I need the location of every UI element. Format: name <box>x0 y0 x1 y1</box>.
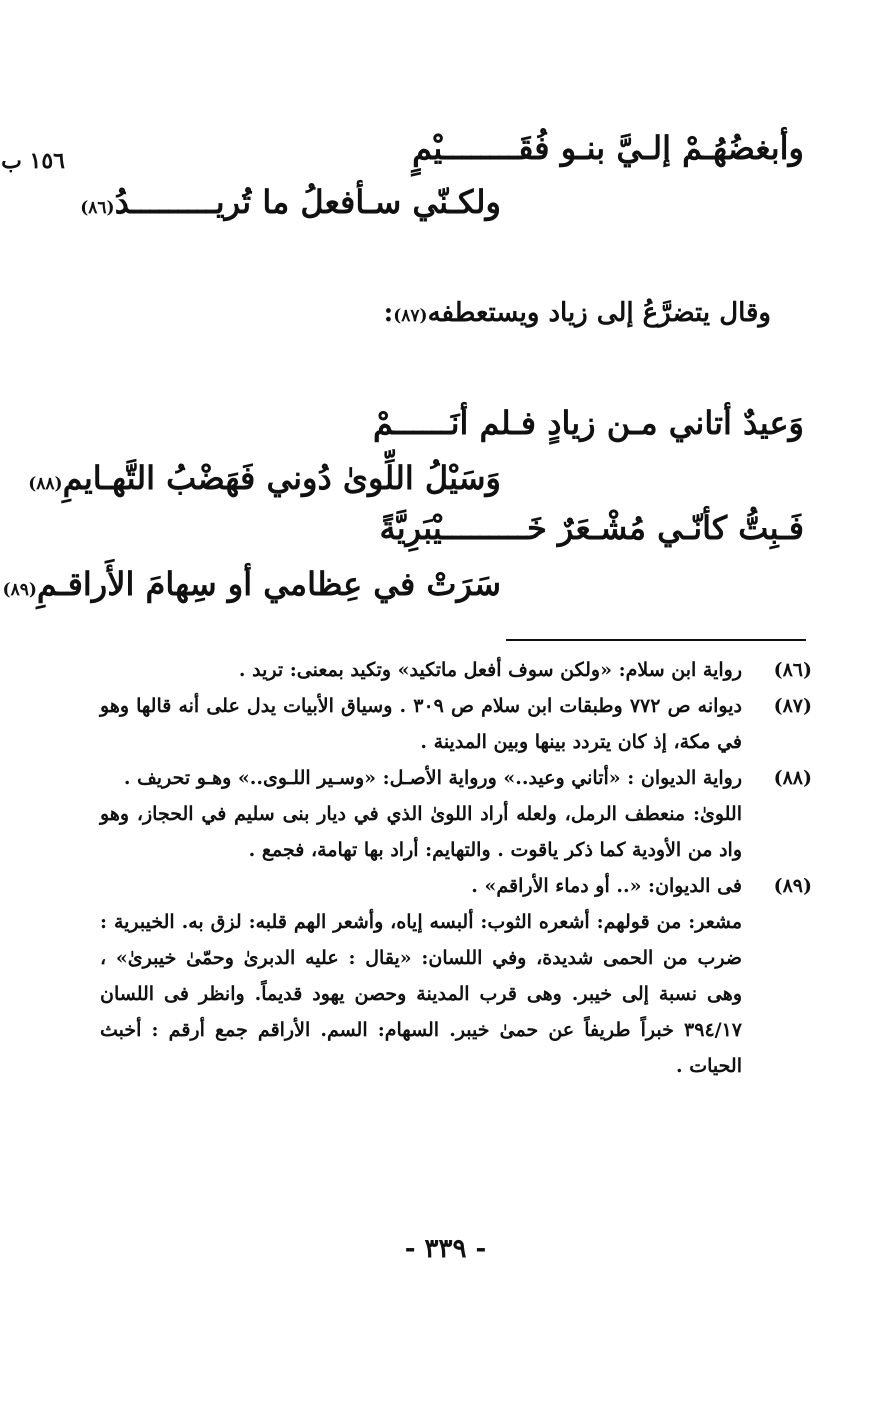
footnote-ref-86: (٨٦) <box>80 198 115 218</box>
poem2-line2-text: وَسَيْلُ اللِّوىٰ دُوني فَهَضْبُ التَّهـايمِ <box>62 459 501 497</box>
footnote-ref-88: (٨٨) <box>28 474 63 494</box>
poem1-line2-text: ولكـنّي سـأفعلُ ما تُريـــــــــدُ <box>114 183 501 221</box>
footnote-86 <box>100 652 812 688</box>
footnote-ref-89: (٨٩) <box>2 580 37 600</box>
footnote-ref-87: (٨٧) <box>393 306 428 326</box>
footnote-text: فى الديوان: «.. أو دماء الأراقم» . <box>471 875 742 897</box>
footnote-divider <box>506 639 806 641</box>
page-number: - ٣٣٩ - <box>404 1234 487 1264</box>
poem2-line4 <box>2 565 501 603</box>
footnote-number: (٨٧) <box>773 695 812 717</box>
poem2-line3: فَـبِتُّ كأنّـي مُشْـعَرٌ خَـــــــــيْبَرِيَّةً <box>379 509 804 547</box>
footnote-text: رواية ابن سلام: «ولكن سوف أفعل ماتكيد» وتكيد بمعنى: تريد . <box>238 659 742 681</box>
footnote-number: (٨٨) <box>773 767 812 789</box>
intro-line <box>384 298 771 328</box>
footnote-89-continuation: مشعر: من قولهم: أشعره الثوب: ألبسه إياه، وأشعر الهم قلبه: لزق به. الخيبرية : ضرب من الحمى شديدة، وفي اللسان: «يقال : عليه الدبرىٰ وحمّىٰ خيبرىٰ» ، وهى نسبة إلى خيبر. وهى قرب المدينة وحصن يهود قديماً. وانظر فى اللسان ٣٩٤/١٧ خبراً طريفاً عن حمىٰ خيبر. السهام: السم. الأراقم جمع أرقم : أخبث الحيات . <box>100 911 742 1077</box>
footnote-88 <box>100 760 812 796</box>
footnote-88-continuation: اللوىٰ: منعطف الرمل، ولعله أراد اللوىٰ الذي في ديار بنى سليم في الحجاز، وهو واد من الأودية كما ذكر ياقوت . والتهايم: أراد بها تهامة، فجمع . <box>100 803 742 861</box>
footnote-number: (٨٦) <box>773 659 812 681</box>
poem1-line2 <box>80 183 501 221</box>
folio-marker: ١٥٦ ب <box>1 148 65 174</box>
footnote-89 <box>100 868 812 904</box>
intro-colon: : <box>383 298 394 328</box>
footnote-text: ديوانه ص ٧٧٢ وطبقات ابن سلام ص ٣٠٩ . وسياق الأبيات يدل على أنه قالها وهو في مكة، إذ كان يتردد بينها وبين المدينة . <box>100 695 742 753</box>
footnote-87 <box>100 688 812 760</box>
poem2-line1: وَعيدٌ أتاني مـن زيادٍ فـلم أنَــــــمْ <box>373 404 804 442</box>
poem2-line4-text: سَرَتْ في عِظامي أو سِهامَ الأَراقـمِ <box>36 565 501 603</box>
poem1-line1: وأبغضُهُـمْ إلـيَّ بنـو فُقَــــــــيْمٍ <box>412 129 804 167</box>
footnotes <box>100 652 812 1084</box>
poem2-line2 <box>28 459 501 497</box>
intro-text: وقال يتضرَّعُ إلى زياد ويستعطفه <box>427 298 771 328</box>
footnote-number: (٨٩) <box>773 875 812 897</box>
footnote-text: رواية الديوان : «أتاني وعيد..» ورواية الأصـل: «وسـير اللـوى..» وهـو تحريف . <box>123 767 742 789</box>
